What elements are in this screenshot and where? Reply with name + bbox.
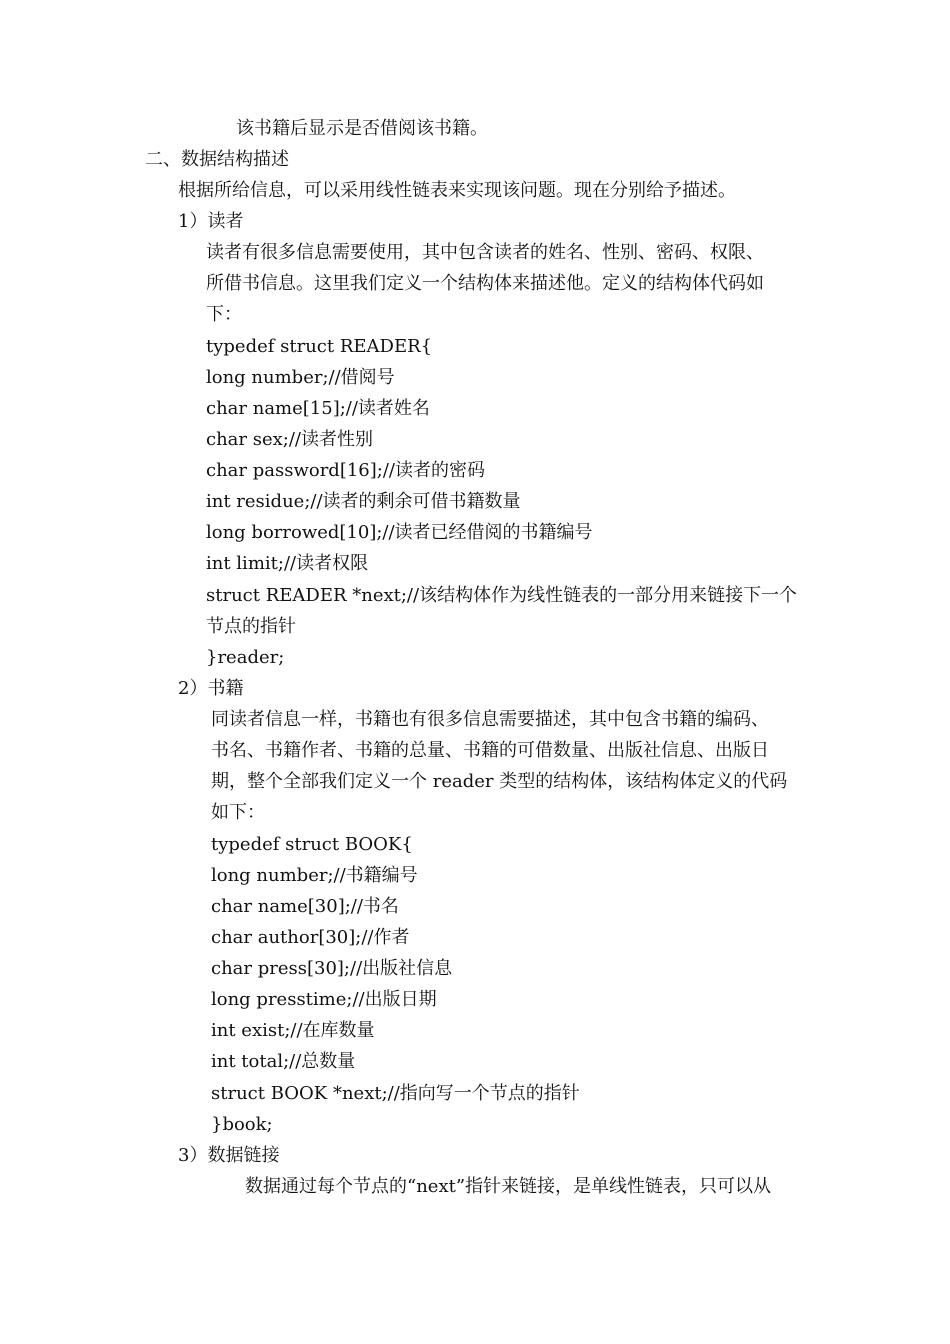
text-line: 同读者信息一样，书籍也有很多信息需要描述，其中包含书籍的编码、: [211, 709, 769, 730]
code-line: }book;: [211, 1114, 273, 1135]
code-line: char author[30];//作者: [211, 927, 410, 948]
text-line: 读者有很多信息需要使用，其中包含读者的姓名、性别、密码、权限、: [206, 242, 764, 263]
text-line: 数据通过每个节点的“next”指针来链接，是单线性链表，只可以从: [245, 1176, 772, 1197]
code-line: int limit;//读者权限: [206, 553, 369, 574]
code-line: long number;//借阅号: [206, 367, 395, 388]
code-line: char press[30];//出版社信息: [211, 958, 453, 979]
subsection-heading: 2）书籍: [178, 678, 244, 699]
code-line: struct READER *next;//该结构体作为线性链表的一部分用来链接下一个: [206, 585, 798, 606]
code-line: typedef struct BOOK{: [211, 834, 413, 855]
code-line: 节点的指针: [206, 616, 296, 637]
text-line: 书名、书籍作者、书籍的总量、书籍的可借数量、出版社信息、出版日: [211, 740, 769, 761]
code-line: char password[16];//读者的密码: [206, 460, 485, 481]
code-line: int exist;//在库数量: [211, 1020, 375, 1041]
code-line: struct BOOK *next;//指向写一个节点的指针: [211, 1083, 580, 1104]
text-line: 根据所给信息，可以采用线性链表来实现该问题。现在分别给予描述。: [178, 180, 736, 201]
subsection-heading: 3）数据链接: [178, 1145, 280, 1166]
code-line: long presstime;//出版日期: [211, 989, 437, 1010]
text-line: 所借书信息。这里我们定义一个结构体来描述他。定义的结构体代码如: [206, 273, 764, 294]
code-line: int residue;//读者的剩余可借书籍数量: [206, 491, 521, 512]
code-line: long borrowed[10];//读者已经借阅的书籍编号: [206, 522, 593, 543]
code-line: char sex;//读者性别: [206, 429, 373, 450]
code-line: char name[30];//书名: [211, 896, 399, 917]
code-line: char name[15];//读者姓名: [206, 398, 430, 419]
text-line: 下：: [206, 304, 242, 325]
subsection-heading: 1）读者: [178, 211, 244, 232]
code-line: int total;//总数量: [211, 1051, 356, 1072]
text-line: 如下：: [211, 802, 265, 823]
section-heading: 二、数据结构描述: [145, 149, 289, 170]
text-line: 该书籍后显示是否借阅该书籍。: [236, 118, 488, 139]
code-line: long number;//书籍编号: [211, 865, 418, 886]
code-line: }reader;: [206, 647, 285, 668]
code-line: typedef struct READER{: [206, 336, 433, 357]
text-line: 期，整个全部我们定义一个 reader 类型的结构体，该结构体定义的代码: [211, 771, 788, 792]
